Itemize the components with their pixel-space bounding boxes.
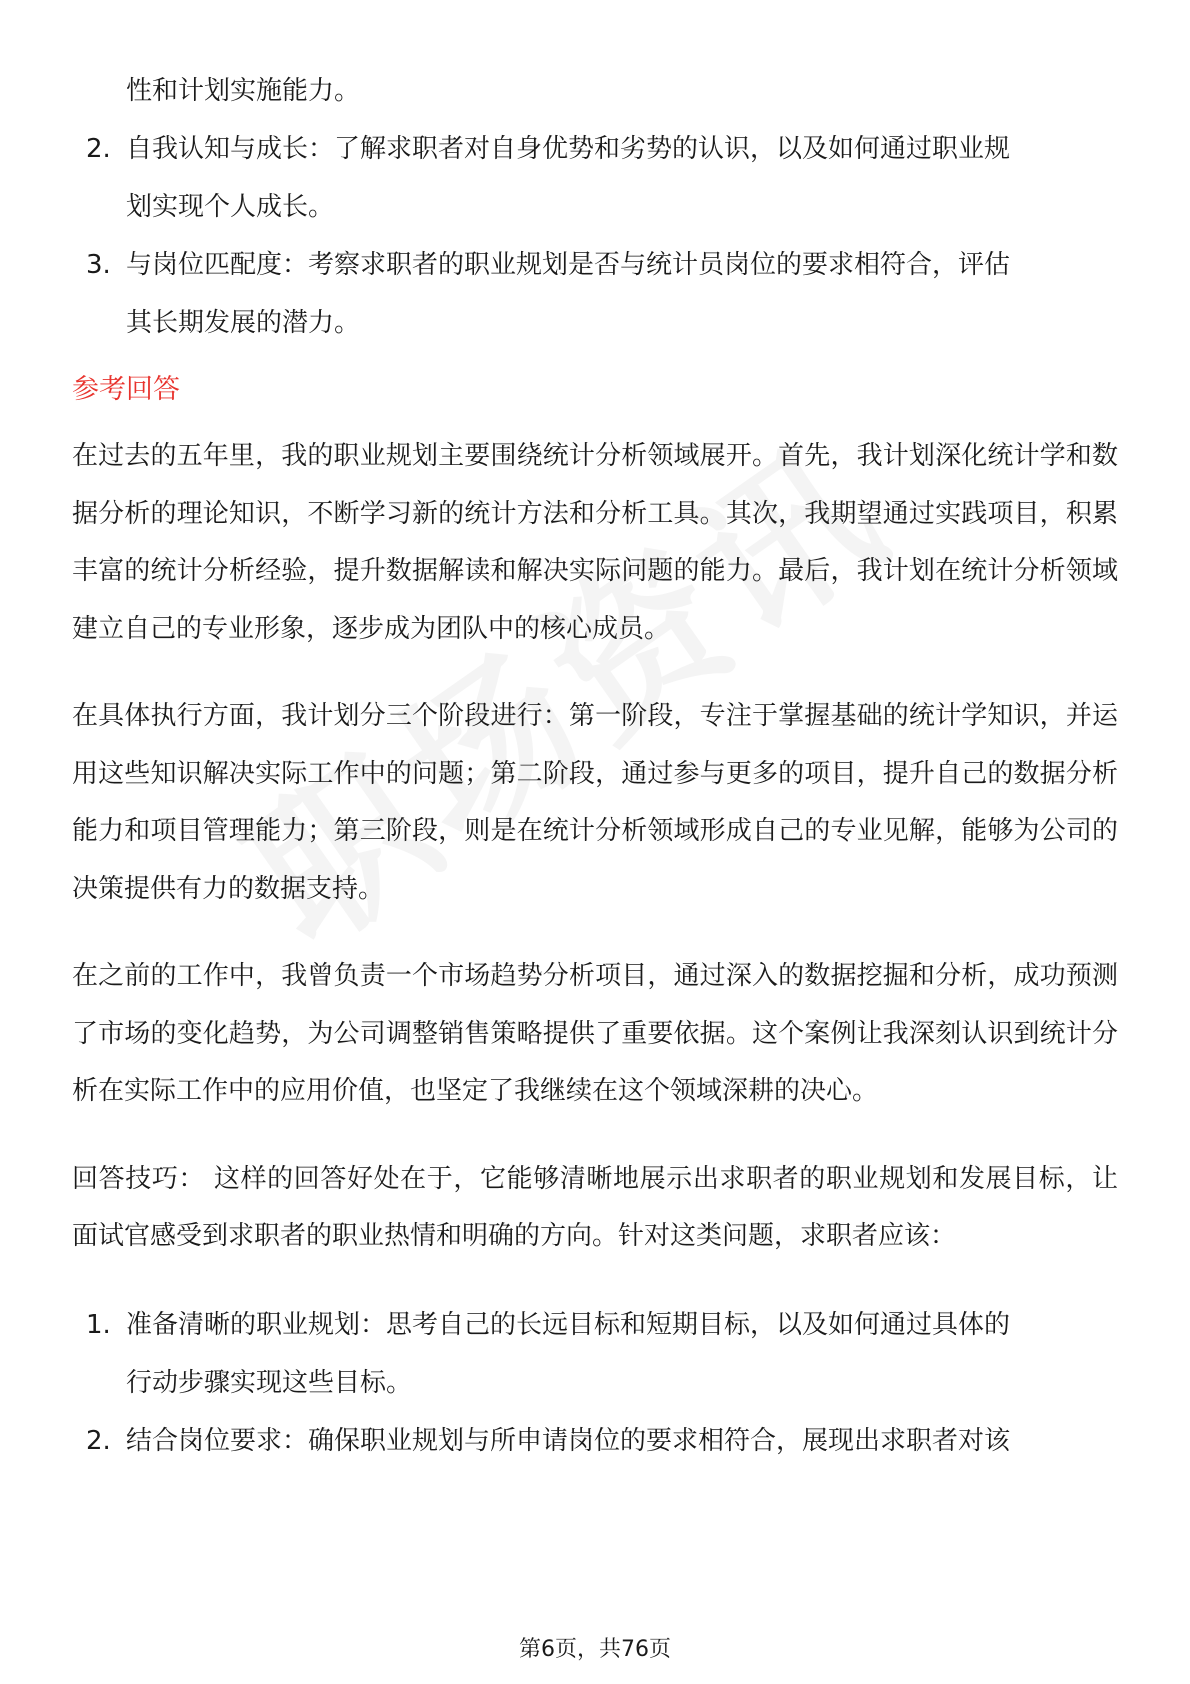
list-item-continuation: 性和计划实施能力。 (126, 76, 361, 106)
list-item (72, 120, 1118, 236)
list-number: 2. (86, 134, 111, 164)
list-item-text: 与岗位匹配度：考察求职者的职业规划是否与统计员岗位的要求相符合，评估 (126, 250, 1011, 280)
page-content (72, 62, 1118, 1470)
paragraph: 在具体执行方面，我计划分三个阶段进行：第一阶段，专注于掌握基础的统计学知识，并运用这些知识解决实际工作中的问题；第二阶段，通过参与更多的项目，提升自己的数据分析能力和项目管理能力；第三阶段，则是在统计分析领域形成自己的专业见解，能够为公司的决策提供有力的数据支持。 (72, 701, 1118, 904)
list-item-text: 结合岗位要求：确保职业规划与所申请岗位的要求相符合，展现出求职者对该 (126, 1425, 1011, 1456)
list-item-text: 其长期发展的潜力。 (126, 308, 361, 338)
list-item-text: 划实现个人成长。 (126, 192, 335, 222)
list-item (72, 1296, 1118, 1412)
list-item-text: 行动步骤实现这些目标。 (126, 1367, 413, 1398)
criteria-list (72, 120, 1118, 352)
list-number: 2. (86, 1425, 111, 1456)
paragraph: 在过去的五年里，我的职业规划主要围绕统计分析领域展开。首先，我计划深化统计学和数据分析的理论知识，不断学习新的统计方法和分析工具。其次，我期望通过实践项目，积累丰富的统计分析经验，提升数据解读和解决实际问题的能力。最后，我计划在统计分析领域建立自己的专业形象，逐步成为团队中的核心成员。 (72, 441, 1118, 644)
list-number: 3. (86, 250, 111, 280)
answer-tips-paragraph: 回答技巧： 这样的回答好处在于，它能够清晰地展示出求职者的职业规划和发展目标，让面试官感受到求职者的职业热情和明确的方向。针对这类问题，求职者应该： (72, 1163, 1118, 1251)
tips-list (72, 1296, 1118, 1470)
page-footer: 第6页，共76页 (519, 1637, 671, 1662)
paragraph: 在之前的工作中，我曾负责一个市场趋势分析项目，通过深入的数据挖掘和分析，成功预测了市场的变化趋势，为公司调整销售策略提供了重要依据。这个案例让我深刻认识到统计分析在实际工作中的应用价值，也坚定了我继续在这个领域深耕的决心。 (72, 961, 1118, 1106)
list-item (72, 236, 1118, 352)
list-item-text: 准备清晰的职业规划：思考自己的长远目标和短期目标，以及如何通过具体的 (126, 1309, 1011, 1340)
section-heading: 参考回答 (72, 374, 180, 405)
list-number: 1. (86, 1309, 111, 1340)
list-item-text: 自我认知与成长：了解求职者对自身优势和劣势的认识，以及如何通过职业规 (126, 134, 1011, 164)
list-item (72, 1412, 1118, 1470)
